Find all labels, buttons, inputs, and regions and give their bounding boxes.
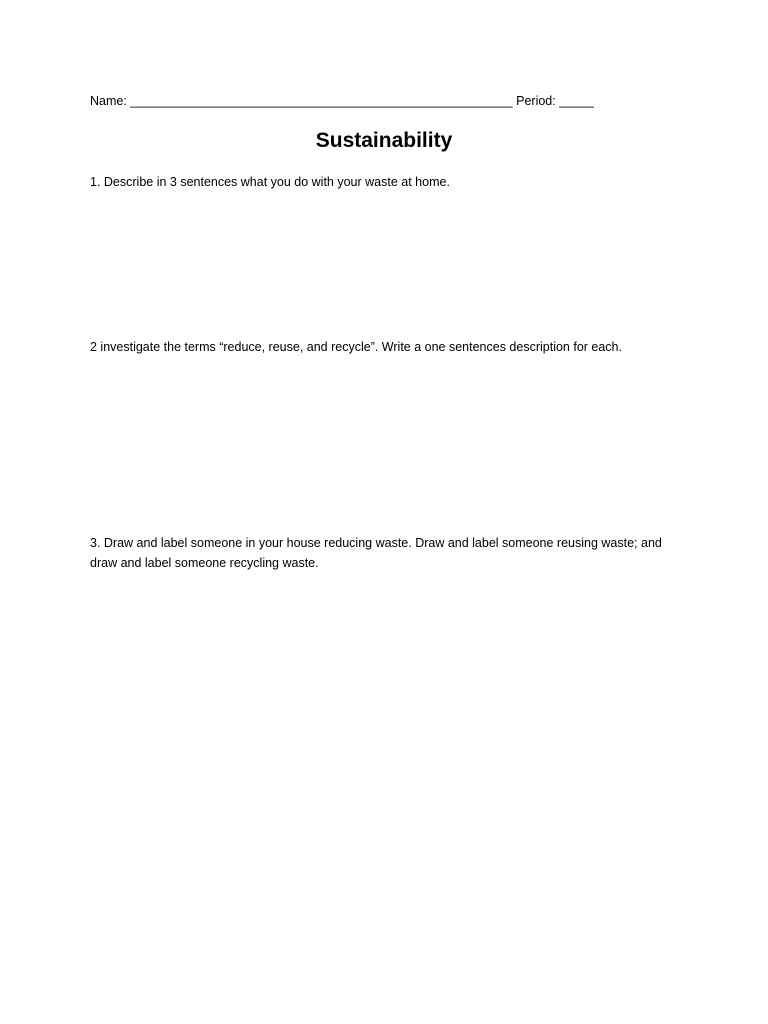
question-1: 1. Describe in 3 sentences what you do with your waste at home. (90, 175, 450, 189)
page-title: Sustainability (315, 129, 453, 152)
name-period-line: Name: _______________________________________________________ Period: _____ (90, 94, 594, 108)
question-3: 3. Draw and label someone in your house reducing waste. Draw and label someone reusing waste; and draw and label someone recycling waste. (90, 536, 662, 570)
question-2: 2 investigate the terms “reduce, reuse, and recycle”. Write a one sentences description for each. (90, 340, 622, 354)
